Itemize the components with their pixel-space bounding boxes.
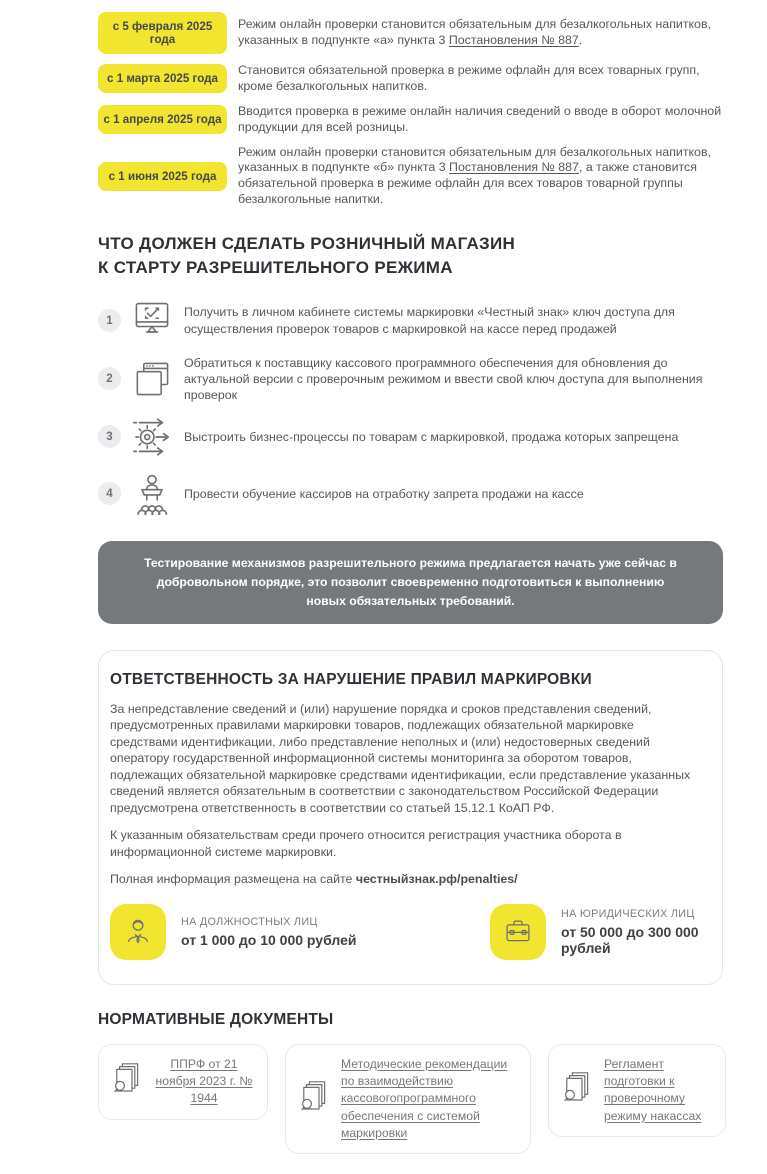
- official-person-icon: [110, 904, 166, 960]
- timeline-text: Режим онлайн проверки становится обязательным для безалкогольных напитков, указанных в подпункте «б» пункта 3: [238, 144, 711, 175]
- penalty-officials: [110, 904, 490, 960]
- responsibility-paragraph: К указанным обязательствам среди прочего относится регистрация участника оборота в информационной системе маркировки.: [110, 828, 622, 859]
- penalty-info: [181, 916, 356, 948]
- checklist-step: [98, 298, 723, 344]
- penalty-amount: от 1 000 до 10 000 рублей: [181, 931, 357, 948]
- penalty-row: [110, 904, 700, 960]
- responsibility-box: [98, 650, 723, 985]
- checklist-heading-line2: К СТАРТУ РАЗРЕШИТЕЛЬНОГО РЕЖИМА: [98, 257, 453, 277]
- document-card[interactable]: [285, 1044, 531, 1155]
- step-number-badge: 4: [98, 482, 121, 505]
- document-search-icon: [112, 1061, 144, 1102]
- step-text: Обратиться к поставщику кассового программного обеспечения для обновления до актуальной версии с проверочным режимом и ввести свой ключ доступа для выполнения проверок: [184, 355, 703, 402]
- timeline-description: [238, 145, 723, 209]
- timeline-text: Становится обязательной проверка в режиме офлайн для всех товарных групп, кроме безалкогольных напитков.: [238, 63, 700, 93]
- penalty-legal-entities: [490, 904, 700, 960]
- date-badge: с 1 июня 2025 года: [98, 162, 227, 191]
- step-number-badge: 1: [98, 309, 121, 332]
- checklist-heading: [98, 232, 723, 280]
- document-link[interactable]: Методические рекомендации по взаимодействию кассовогопрограммного обеспечения с системой маркировки: [341, 1056, 508, 1140]
- responsibility-title: ОТВЕТСТВЕННОСТЬ ЗА НАРУШЕНИЕ ПРАВИЛ МАРКИРОВКИ: [110, 670, 592, 688]
- document-link[interactable]: Регламент подготовки к проверочному режиму накассах: [604, 1056, 702, 1123]
- penalty-label: НА ДОЛЖНОСТНЫХ ЛИЦ: [181, 915, 318, 928]
- decree-887-link[interactable]: Постановления № 887: [449, 160, 579, 175]
- penalties-site-link[interactable]: честныйзнак.рф/penalties/: [355, 872, 518, 887]
- date-badge: с 1 апреля 2025 года: [98, 105, 227, 134]
- timeline-row: [98, 12, 723, 54]
- documents-section: [98, 1011, 723, 1155]
- monitor-check-icon: [129, 298, 175, 344]
- gear-process-icon: [129, 414, 175, 460]
- checklist-step: [98, 355, 723, 403]
- timeline-text: Режим онлайн проверки становится обязательным для безалкогольных напитков, указанных в подпункте «а» пункта 3: [238, 17, 711, 47]
- timeline-text: , а также становится обязательной проверка в режиме офлайн для всех товаров товарной группы безалкогольные напитки.: [238, 160, 697, 207]
- document-link[interactable]: ППРФ от 21 ноября 2023 г. № 1944: [155, 1056, 253, 1106]
- date-badge: с 1 марта 2025 года: [98, 64, 227, 93]
- timeline-row: [98, 104, 723, 136]
- timeline-description: [238, 63, 723, 95]
- timeline-description: [238, 17, 723, 49]
- site-note-text: Полная информация размещена на сайте: [110, 872, 356, 887]
- timeline-description: [238, 104, 723, 136]
- penalty-info: [561, 908, 700, 956]
- documents-heading: НОРМАТИВНЫЕ ДОКУМЕНТЫ: [98, 1010, 334, 1028]
- document-card[interactable]: [98, 1044, 268, 1120]
- step-text: Выстроить бизнес-процессы по товарам с маркировкой, продажа которых запрещена: [184, 429, 679, 444]
- step-text: Получить в личном кабинете системы маркировки «Честный знак» ключ доступа для осуществления проверок товаров с маркировкой на кассе перед продажей: [184, 305, 675, 336]
- checklist-step: [98, 471, 723, 517]
- timeline-row: [98, 63, 723, 95]
- cashier-training-icon: [129, 471, 175, 517]
- step-number-badge: 2: [98, 367, 121, 390]
- document-search-icon: [299, 1079, 331, 1120]
- timeline-text: .: [578, 33, 583, 47]
- document-search-icon: [562, 1070, 594, 1111]
- step-number-badge: 3: [98, 425, 121, 448]
- timeline-section: [98, 12, 723, 208]
- timeline-row: [98, 145, 723, 209]
- checklist-heading-line1: ЧТО ДОЛЖЕН СДЕЛАТЬ РОЗНИЧНЫЙ МАГАЗИН: [98, 234, 516, 253]
- briefcase-icon: [490, 904, 546, 960]
- site-note: [110, 871, 700, 888]
- document-card[interactable]: [548, 1044, 726, 1137]
- penalty-amount: от 50 000 до 300 000 рублей: [561, 923, 699, 956]
- documents-row: [98, 1044, 723, 1155]
- responsibility-paragraph: За непредставление сведений и (или) нарушение порядка и сроков представления сведений, предусмотренных правилами маркировки товаров, подлежащих обязательной маркировке средствами идентификации, либо представление неполных и (или) недостоверных сведений оператору государственной информационной системы мониторинга за оборотом товаров, подлежащих обязательной маркировке средствами идентификации, если представление указанных сведений является обязательным в соответствии с законодательством Российской Федерации предусмотрена ответственность в соответствии со статьей 15.12.1 КоАП РФ.: [110, 701, 691, 815]
- date-badge: с 5 февраля 2025 года: [98, 12, 227, 54]
- step-text: Провести обучение кассиров на отработку запрета продажи на кассе: [184, 486, 584, 501]
- decree-887-link[interactable]: Постановления № 887: [448, 33, 579, 47]
- penalty-label: НА ЮРИДИЧЕСКИХ ЛИЦ: [561, 907, 695, 920]
- checklist-step: [98, 414, 723, 460]
- checklist-section: [98, 232, 723, 517]
- browser-windows-icon: [129, 356, 175, 402]
- timeline-text: Вводится проверка в режиме онлайн наличия сведений о вводе в оборот молочной продукции для всей розницы.: [238, 103, 722, 134]
- testing-notice-banner: Тестирование механизмов разрешительного режима предлагается начать уже сейчас в добровольном порядке, это позволит своевременно подготовиться к выполнению новых обязательных требований.: [98, 541, 723, 624]
